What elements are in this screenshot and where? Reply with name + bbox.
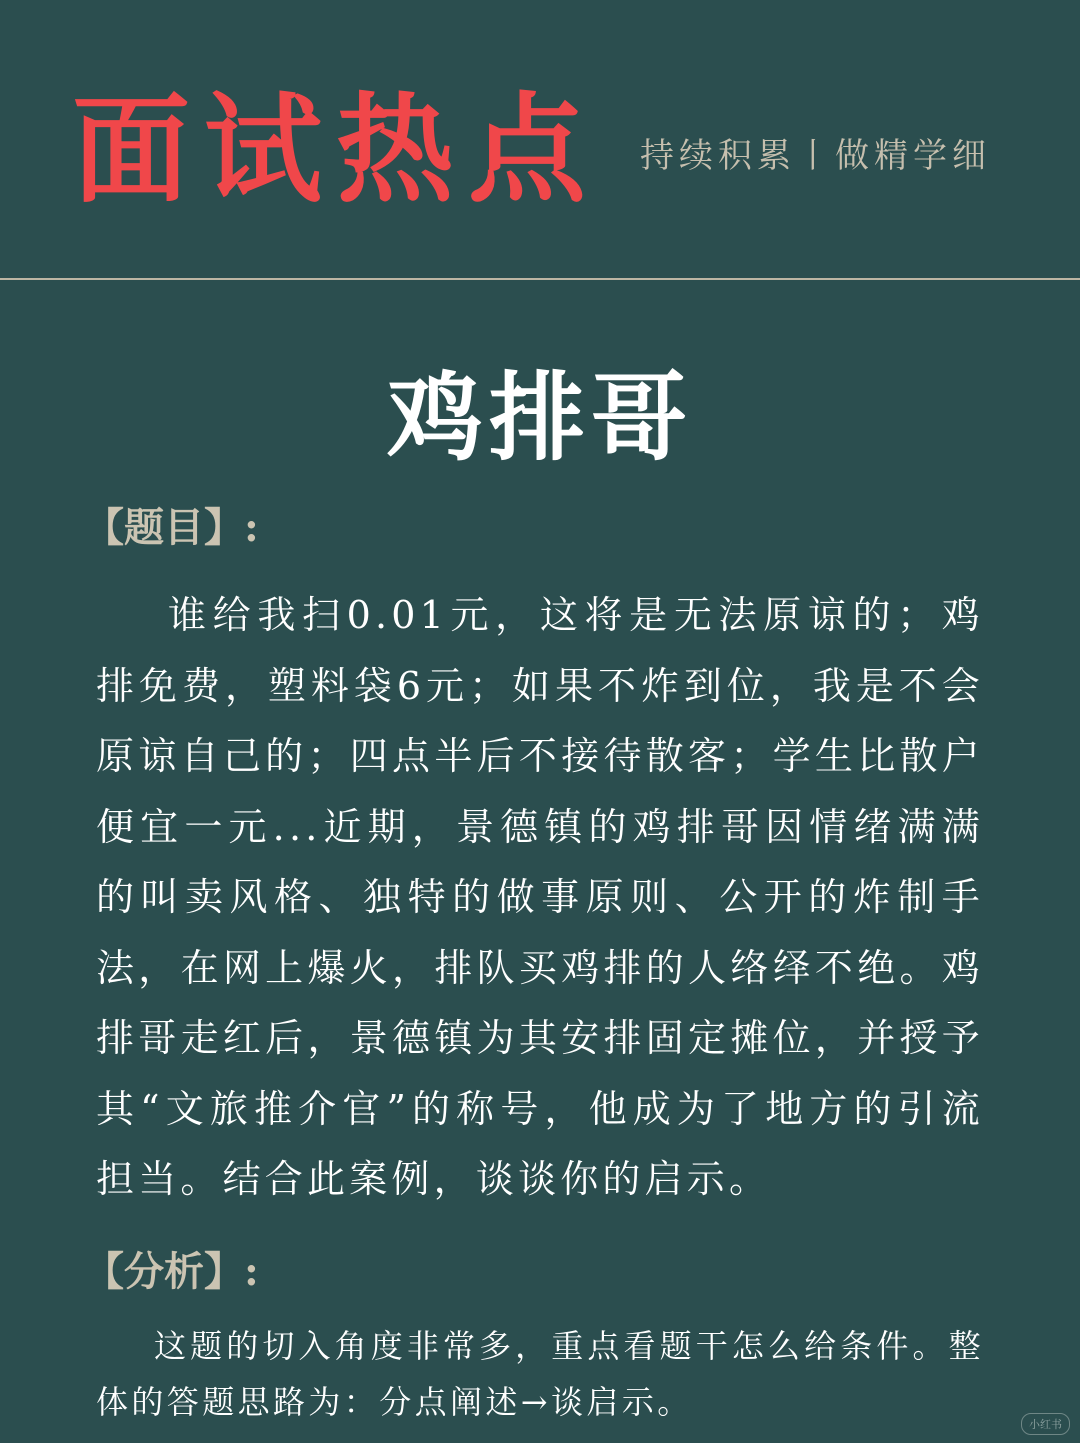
watermark-logo: 小红书 — [1021, 1413, 1070, 1435]
header-divider — [0, 278, 1080, 280]
analysis-text: 这题的切入角度非常多，重点看题干怎么给条件。整体的答题思路为：分点阐述→谈启示。 — [96, 1327, 984, 1421]
analysis-label: 【分析】: — [84, 1248, 259, 1295]
question-label: 【题目】: — [84, 504, 259, 551]
header-title: 面试热点 — [72, 80, 601, 219]
question-text: 谁给我扫0.01元，这将是无法原谅的；鸡排免费，塑料袋6元；如果不炸到位，我是不会原谅自己的；四点半后不接待散客；学生比散户便宜一元...近期，景德镇的鸡排哥因情绪满满的叫卖风格、独特的做事原则、公开的炸制手法，在网上爆火，排队买鸡排的人络绎不绝。鸡排哥走红后，景德镇为其安排固定摊位，并授予其“文旅推介官”的称号，他成为了地方的引流担当。结合此案例，谈谈你的启示。 — [96, 593, 984, 1201]
topic-title: 鸡排哥 — [387, 361, 693, 474]
header-banner — [0, 0, 1080, 278]
header-slogan: 持续积累丨做精学细 — [640, 136, 991, 176]
